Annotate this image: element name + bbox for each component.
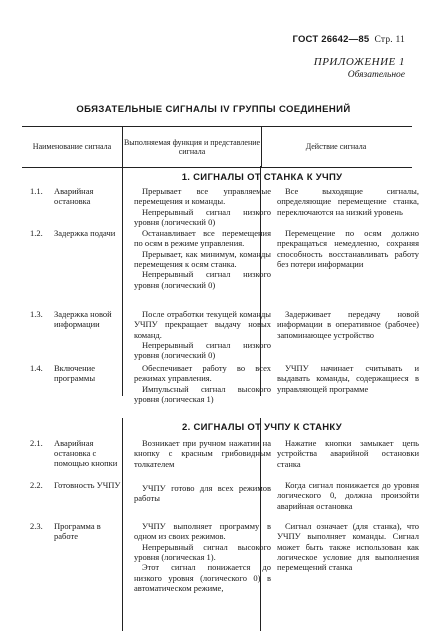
function-paragraph: Останавливает все перемещения по осям в режиме управления. xyxy=(134,228,271,249)
row-number: 1.1. xyxy=(30,186,43,196)
signal-action xyxy=(277,309,419,340)
signal-action xyxy=(277,480,419,511)
signal-function xyxy=(134,228,271,290)
section-title: 1. СИГНАЛЫ ОТ СТАНКА К УЧПУ xyxy=(181,172,343,183)
row-number: 2.1. xyxy=(30,438,43,448)
signal-action xyxy=(277,521,419,573)
row-number: 1.4. xyxy=(30,363,43,373)
signal-function xyxy=(134,438,271,469)
signal-name: Программа в работе xyxy=(54,521,101,542)
function-paragraph: После отработки текущей команды УЧПУ прекращает выдачу новых команд. xyxy=(134,309,271,340)
signal-name: Готовность УЧПУ xyxy=(54,480,121,490)
signal-name: Задержка новой информации xyxy=(54,309,112,330)
row-number: 1.3. xyxy=(30,309,43,319)
function-paragraph: Непрерывный сигнал низкого уровня (логический 0) xyxy=(134,340,271,361)
function-paragraph: УЧПУ выполняет программу в одном из своих режимов. xyxy=(134,521,271,542)
action-paragraph: Задерживает передачу новой информации в оперативное (рабочее) запоминающее устройство xyxy=(277,309,419,340)
appendix-status: Обязательное xyxy=(347,70,405,80)
document-title: ОБЯЗАТЕЛЬНЫЕ СИГНАЛЫ IV ГРУППЫ СОЕДИНЕНИЙ xyxy=(76,104,351,115)
table-header xyxy=(22,126,412,168)
function-paragraph: Импульсный сигнал высокого уровня (логическая 1) xyxy=(134,383,271,405)
function-paragraph: Прерывает все управляемые перемещения и команды. xyxy=(134,186,271,207)
function-paragraph: Обеспечивает работу во всех режимах управления. xyxy=(134,363,271,384)
section-title: 2. СИГНАЛЫ ОТ УЧПУ К СТАНКУ xyxy=(182,422,342,433)
function-paragraph: Возникает при ручном нажатии на кнопку с красным грибовидным толкателем xyxy=(134,438,271,469)
row-number: 2.3. xyxy=(30,521,43,531)
signal-function xyxy=(134,521,271,594)
row-number: 1.2. xyxy=(30,228,43,238)
action-paragraph: Нажатие кнопки замыкает цепь устройства аварийной остановки станка xyxy=(277,438,419,469)
page-number: Стр. 11 xyxy=(374,35,405,45)
appendix-block xyxy=(314,56,405,80)
signal-function xyxy=(134,186,271,227)
signal-action xyxy=(277,186,419,217)
signal-action xyxy=(277,228,419,269)
signal-name: Включение программы xyxy=(54,363,96,384)
action-paragraph: Сигнал означает (для станка), что УЧПУ выполняет команды. Сигнал может быть также использован как логическое условие для выполнения перемещений станка xyxy=(277,521,419,573)
signal-name: Аварийная остановка с помощью кнопки xyxy=(54,438,118,469)
row-number: 2.2. xyxy=(30,480,43,490)
column-header-function: Выполняемая функция и представление сигнала xyxy=(122,127,262,167)
function-paragraph: Прерывает, как минимум, команды перемещения к осям станка. xyxy=(134,248,271,270)
appendix-title: ПРИЛОЖЕНИЕ 1 xyxy=(313,56,405,68)
signal-name: Задержка подачи xyxy=(54,228,116,238)
signal-function xyxy=(134,483,271,504)
action-paragraph: Все выходящие сигналы, определяющие перемещение станка, переключаются на низкий уровень xyxy=(277,186,419,217)
action-paragraph: Перемещение по осям должно прекращаться немедленно, сохраняя способность восстанавливать работу без потери информации xyxy=(277,228,419,270)
page-header xyxy=(293,34,406,45)
function-paragraph: УЧПУ готово для всех режимов работы xyxy=(134,483,271,504)
signal-name: Аварийная остановка xyxy=(54,186,94,207)
signal-function xyxy=(134,309,271,361)
function-paragraph: Непрерывный сигнал низкого уровня (логический 0) xyxy=(134,206,271,228)
column-header-action: Действие сигнала xyxy=(305,142,367,152)
standard-number: ГОСТ 26642—85 xyxy=(292,34,370,45)
action-paragraph: УЧПУ начинает считывать и выдавать команды, содержащиеся в управляющей программе xyxy=(277,363,419,394)
action-paragraph: Когда сигнал понижается до уровня логического 0, должна произойти аварийная остановка xyxy=(277,480,419,511)
signal-action xyxy=(277,363,419,394)
signal-function xyxy=(134,363,271,404)
function-paragraph: Непрерывный сигнал низкого уровня (логический 0) xyxy=(134,269,271,290)
function-paragraph: Непрерывный сигнал высокого уровня (логическая 1). xyxy=(134,541,271,563)
column-header-name: Наименование сигнала xyxy=(32,142,112,152)
signal-action xyxy=(277,438,419,469)
function-paragraph: Этот сигнал понижается до низкого уровня (логического 0) в автоматическом режиме, xyxy=(134,562,271,594)
